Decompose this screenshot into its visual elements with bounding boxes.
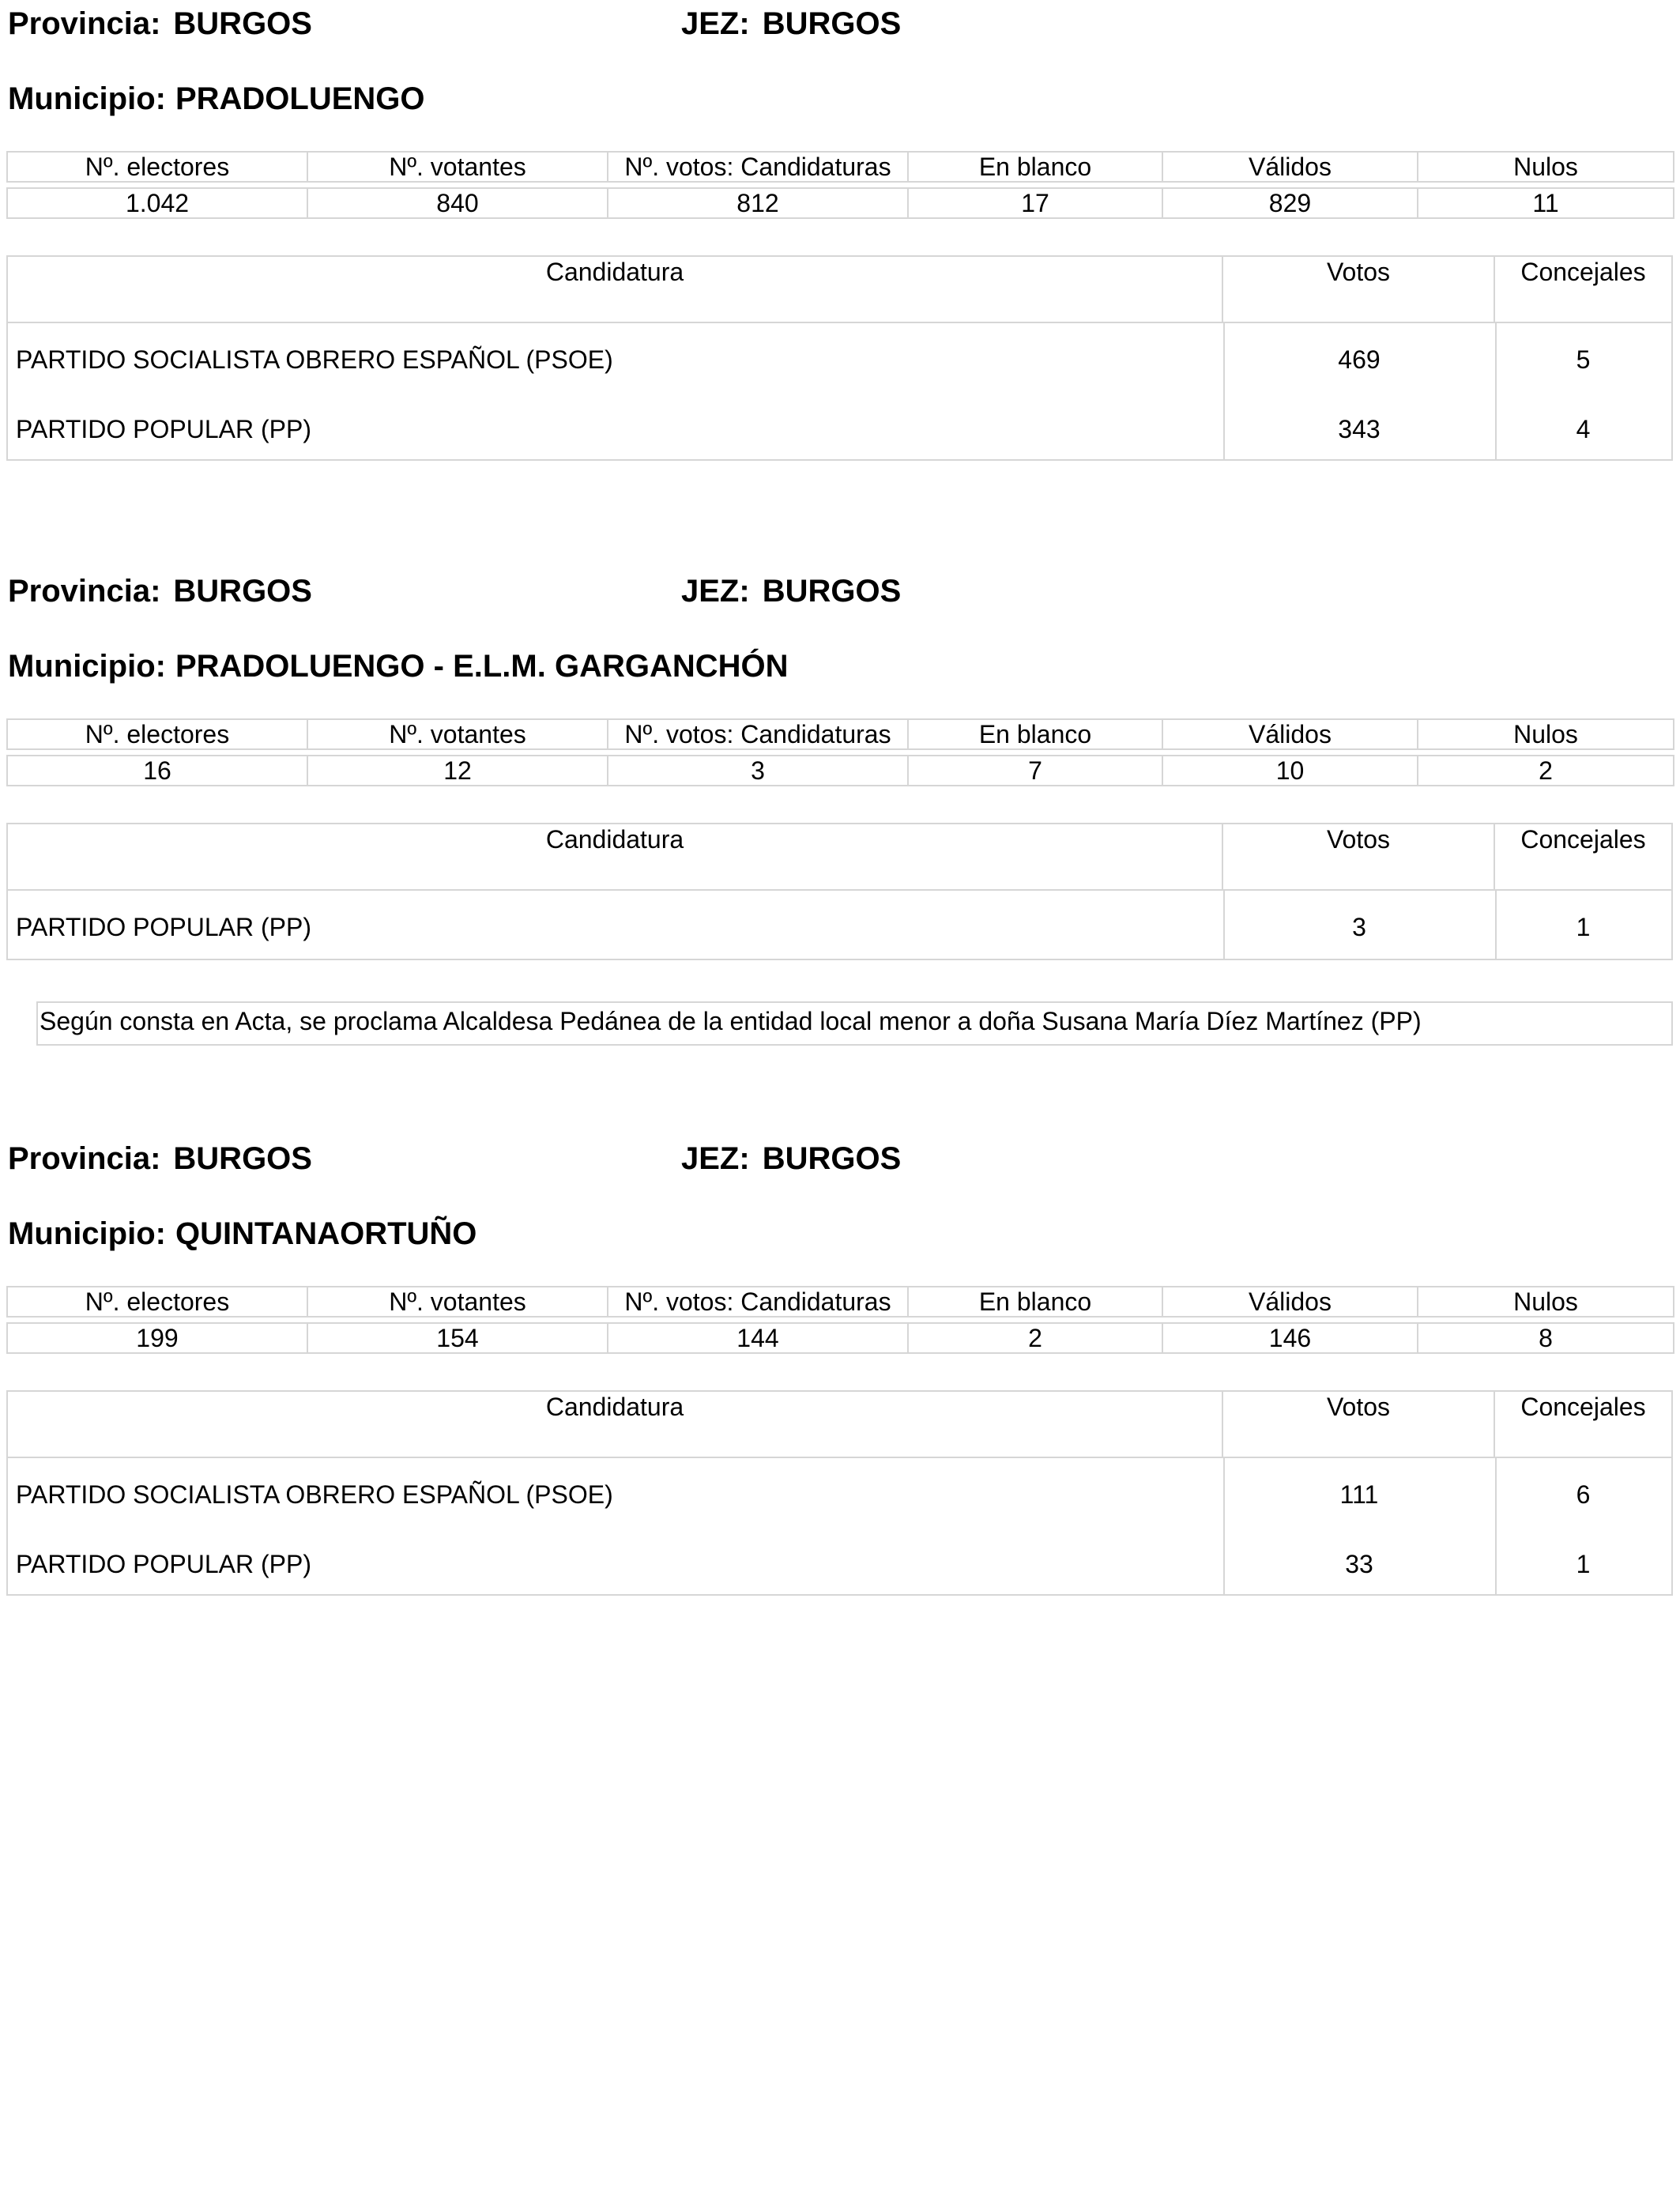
stats-votantes: 154 bbox=[307, 1323, 608, 1353]
candidatura-concejales: 1 bbox=[1576, 1550, 1591, 1578]
stats-nulos: 8 bbox=[1418, 1323, 1674, 1353]
stats-header-votantes: Nº. votantes bbox=[307, 152, 608, 182]
provincia-heading: Provincia: BURGOS bbox=[8, 574, 312, 609]
jez-value: BURGOS bbox=[762, 6, 902, 41]
stats-header-votantes: Nº. votantes bbox=[307, 1287, 608, 1317]
candidatura-votos: 343 bbox=[1338, 415, 1381, 443]
candidatura-name: PARTIDO SOCIALISTA OBRERO ESPAÑOL (PSOE) bbox=[16, 1480, 613, 1509]
candidaturas-body bbox=[8, 1458, 1671, 1594]
provincia-heading: Provincia: BURGOS bbox=[8, 1141, 312, 1176]
stats-header-electores: Nº. electores bbox=[7, 152, 307, 182]
candidatura-concejales: 6 bbox=[1576, 1480, 1591, 1509]
stats-header-validos: Válidos bbox=[1162, 1287, 1418, 1317]
candidatura-name: PARTIDO POPULAR (PP) bbox=[16, 913, 311, 941]
stats-header-en-blanco: En blanco bbox=[908, 719, 1162, 749]
jez-value: BURGOS bbox=[762, 1141, 902, 1176]
stats-table bbox=[6, 718, 1674, 786]
municipio-value: PRADOLUENGO - E.L.M. GARGANCHÓN bbox=[175, 649, 789, 684]
municipio-heading: Municipio: PRADOLUENGO - E.L.M. GARGANCHÓN bbox=[8, 649, 789, 684]
provincia-heading: Provincia: BURGOS bbox=[8, 6, 312, 41]
candidaturas-header-row bbox=[8, 1392, 1671, 1458]
candidatura-name: PARTIDO POPULAR (PP) bbox=[16, 1550, 311, 1578]
table-row bbox=[8, 891, 1671, 959]
stats-votos-candidaturas: 812 bbox=[608, 188, 908, 218]
municipio-heading: Municipio: PRADOLUENGO bbox=[8, 81, 425, 116]
municipio-value: QUINTANAORTUÑO bbox=[175, 1216, 477, 1251]
candidatura-votos: 111 bbox=[1339, 1480, 1379, 1509]
stats-votantes: 840 bbox=[307, 188, 608, 218]
candidatura-concejales: 5 bbox=[1576, 345, 1591, 374]
candidatura-concejales: 4 bbox=[1576, 415, 1591, 443]
stats-header-nulos: Nulos bbox=[1418, 152, 1674, 182]
header-concejales: Concejales bbox=[1520, 258, 1646, 286]
provincia-value: BURGOS bbox=[173, 6, 312, 41]
header-votos: Votos bbox=[1223, 1392, 1495, 1457]
stats-header-nulos: Nulos bbox=[1418, 1287, 1674, 1317]
stats-en-blanco: 2 bbox=[908, 1323, 1162, 1353]
stats-en-blanco: 17 bbox=[908, 188, 1162, 218]
municipio-value: PRADOLUENGO bbox=[175, 81, 425, 116]
table-row bbox=[8, 391, 1671, 459]
stats-header-electores: Nº. electores bbox=[7, 1287, 307, 1317]
stats-table bbox=[6, 1286, 1674, 1354]
candidaturas-header-row bbox=[8, 257, 1671, 323]
jez-heading: JEZ: BURGOS bbox=[681, 1141, 902, 1176]
stats-header-row bbox=[7, 1287, 1674, 1317]
section-pradoluengo bbox=[0, 0, 1680, 569]
header-candidatura: Candidatura bbox=[8, 257, 1223, 322]
section-garganchon bbox=[0, 567, 1680, 1137]
stats-value-row bbox=[7, 1323, 1674, 1353]
stats-header-validos: Válidos bbox=[1162, 719, 1418, 749]
jez-heading: JEZ: BURGOS bbox=[681, 574, 902, 609]
stats-electores: 1.042 bbox=[7, 188, 307, 218]
candidaturas-table bbox=[6, 1390, 1673, 1596]
provincia-value: BURGOS bbox=[173, 1141, 312, 1176]
stats-validos: 10 bbox=[1162, 756, 1418, 786]
stats-value-row bbox=[7, 756, 1674, 786]
stats-en-blanco: 7 bbox=[908, 756, 1162, 786]
candidatura-concejales: 1 bbox=[1576, 913, 1591, 941]
municipio-heading: Municipio: QUINTANAORTUÑO bbox=[8, 1216, 477, 1251]
candidatura-votos: 33 bbox=[1345, 1550, 1373, 1578]
header-concejales: Concejales bbox=[1520, 1393, 1646, 1421]
stats-votantes: 12 bbox=[307, 756, 608, 786]
stats-header-en-blanco: En blanco bbox=[908, 152, 1162, 182]
table-row bbox=[8, 323, 1671, 391]
candidatura-name: PARTIDO SOCIALISTA OBRERO ESPAÑOL (PSOE) bbox=[16, 345, 613, 374]
candidaturas-table bbox=[6, 823, 1673, 960]
stats-table bbox=[6, 151, 1674, 219]
candidaturas-header-row bbox=[8, 824, 1671, 891]
jez-value: BURGOS bbox=[762, 574, 902, 609]
header-votos: Votos bbox=[1223, 824, 1495, 889]
candidaturas-body bbox=[8, 891, 1671, 959]
stats-electores: 199 bbox=[7, 1323, 307, 1353]
stats-header-votos-candidaturas: Nº. votos: Candidaturas bbox=[608, 719, 908, 749]
candidaturas-table bbox=[6, 255, 1673, 461]
stats-header-row bbox=[7, 152, 1674, 182]
section-quintanaortuno bbox=[0, 1135, 1680, 1704]
header-candidatura: Candidatura bbox=[8, 1392, 1223, 1457]
stats-header-validos: Válidos bbox=[1162, 152, 1418, 182]
stats-value-row bbox=[7, 188, 1674, 218]
stats-electores: 16 bbox=[7, 756, 307, 786]
table-row bbox=[8, 1526, 1671, 1594]
header-concejales: Concejales bbox=[1520, 825, 1646, 854]
stats-header-en-blanco: En blanco bbox=[908, 1287, 1162, 1317]
stats-header-nulos: Nulos bbox=[1418, 719, 1674, 749]
header-candidatura: Candidatura bbox=[8, 824, 1223, 889]
table-row bbox=[8, 1458, 1671, 1526]
stats-votos-candidaturas: 3 bbox=[608, 756, 908, 786]
header-votos: Votos bbox=[1223, 257, 1495, 322]
stats-header-row bbox=[7, 719, 1674, 749]
acta-note: Según consta en Acta, se proclama Alcaldesa Pedánea de la entidad local menor a doña Susana María Díez Martínez (PP) bbox=[36, 1001, 1673, 1046]
stats-header-votos-candidaturas: Nº. votos: Candidaturas bbox=[608, 1287, 908, 1317]
stats-header-votantes: Nº. votantes bbox=[307, 719, 608, 749]
stats-nulos: 2 bbox=[1418, 756, 1674, 786]
candidatura-votos: 469 bbox=[1338, 345, 1381, 374]
stats-nulos: 11 bbox=[1418, 188, 1674, 218]
candidatura-votos: 3 bbox=[1352, 913, 1366, 941]
candidaturas-body bbox=[8, 323, 1671, 459]
stats-header-electores: Nº. electores bbox=[7, 719, 307, 749]
jez-heading: JEZ: BURGOS bbox=[681, 6, 902, 41]
provincia-value: BURGOS bbox=[173, 574, 312, 609]
candidatura-name: PARTIDO POPULAR (PP) bbox=[16, 415, 311, 443]
stats-header-votos-candidaturas: Nº. votos: Candidaturas bbox=[608, 152, 908, 182]
stats-validos: 146 bbox=[1162, 1323, 1418, 1353]
stats-validos: 829 bbox=[1162, 188, 1418, 218]
stats-votos-candidaturas: 144 bbox=[608, 1323, 908, 1353]
